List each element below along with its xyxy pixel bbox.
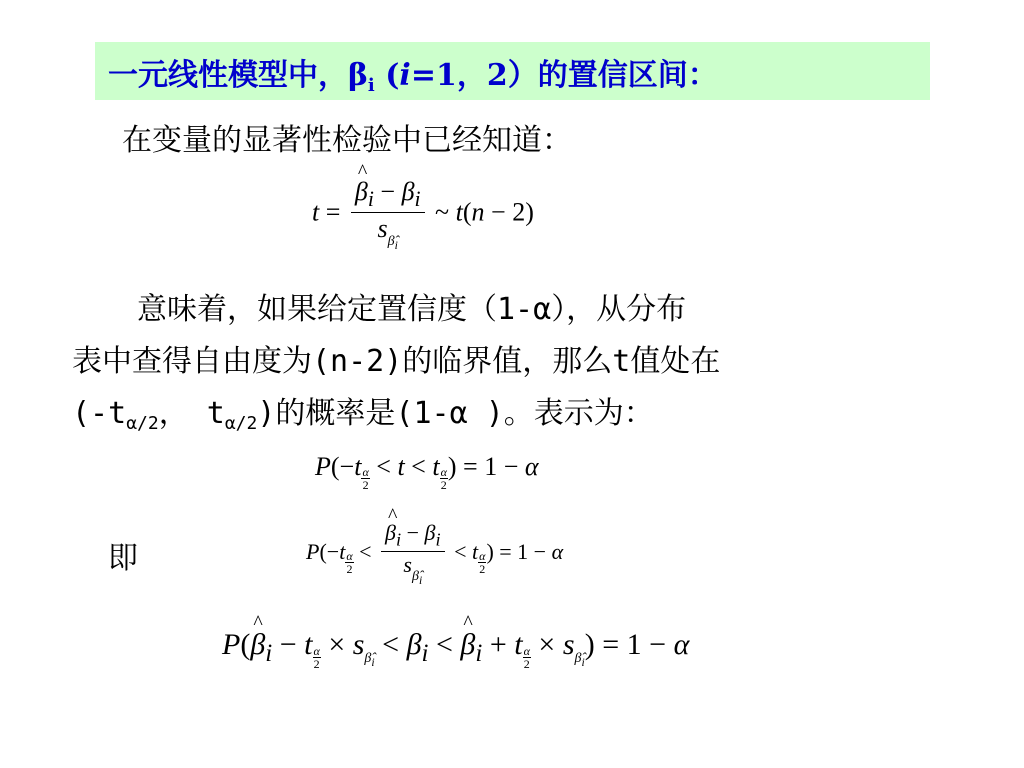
slide-title: [108, 50, 718, 96]
para-l3-sub2: α/2: [224, 413, 258, 434]
title-beta-sub: i: [367, 75, 375, 96]
ji-label: 即: [108, 541, 138, 576]
para-l1-a: 意味着，如果给定置信度（1-: [137, 292, 534, 327]
para-line-1: [137, 284, 686, 328]
formula-probability: P(−t $\frac{\alpha}{2}$ < t < t $\frac{\alpha}{2}$ ) = 1 − α: [315, 452, 539, 492]
para-l3-b: ， t: [158, 396, 225, 431]
formula-t-statistic: t = ^ $\frac{\beta_i - \beta_i}{s_{\betâ_i}}$ ~ t(n − 2): [312, 176, 534, 253]
para-l1-alpha: α: [533, 292, 552, 327]
title-paren-rest: =1，2）的置信区间：: [410, 58, 718, 93]
title-beta: β: [348, 58, 368, 93]
intro-line: 在变量的显著性检验中已经知道：: [122, 123, 572, 158]
formula-probability-expanded: P(−t $\frac{\alpha}{2}$ < ^ $\frac{\beta_i - \beta_i}{s_{\betâ_i}}$ < t $\frac{\alpha}{2}$ ) = 1 − α: [306, 520, 563, 588]
para-line-3: [72, 388, 654, 434]
para-l3-alpha: α: [449, 396, 468, 431]
formula-inner-fraction: ^ $\frac{\beta_i - \beta_i}{s_{\betâ_i}}$: [381, 520, 445, 588]
para-line-2: 表中查得自由度为(n-2)的临界值，那么t值处在: [72, 344, 721, 379]
para-l3-sub1: α/2: [126, 413, 159, 434]
para-l3-c: )的概率是(1-: [257, 396, 450, 431]
formula-t-fraction: ^ $\frac{\beta_i - \beta_i}{s_{\betâ_i}}$: [351, 176, 425, 253]
formula-confidence-interval: P(^ $\beta_i - t$ $\frac{\alpha}{2}$ × $s_{\betâ_i} < \beta_i$ < ^ $\beta_i + t$ $\frac{\alpha}{2}$ × $s_{\betâ_i}) = 1 - \alpha$: [222, 628, 689, 670]
para-l1-b: ），从分布: [551, 292, 687, 327]
para-l3-a: (-t: [72, 396, 127, 431]
title-paren-open: (: [374, 58, 400, 93]
title-prefix: 一元线性模型中，: [108, 58, 348, 93]
para-l3-d: )。表示为：: [467, 396, 654, 431]
title-i-var: i: [399, 58, 411, 93]
